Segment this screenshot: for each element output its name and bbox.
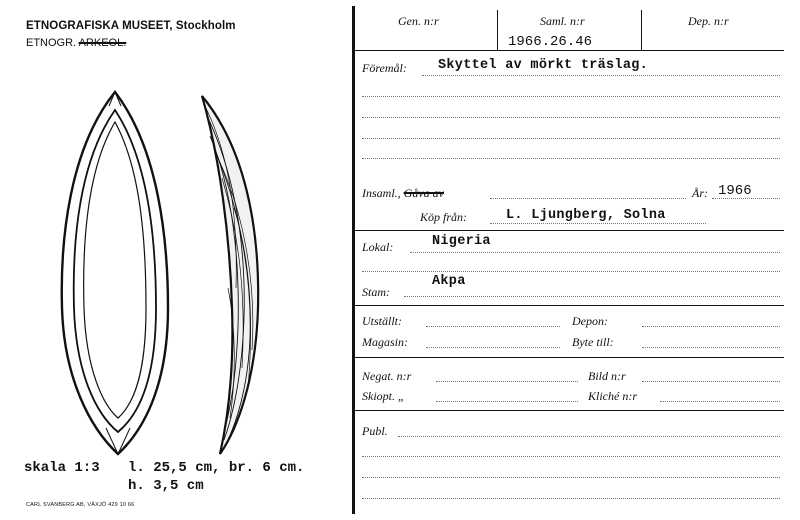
dep-number-label: Dep. n:r — [688, 14, 729, 28]
negative-number-label: Negat. n:r — [362, 369, 412, 383]
shuttle-side-view — [202, 96, 258, 454]
locality-value: Nigeria — [432, 234, 491, 249]
deposited-label: Depon: — [572, 314, 608, 328]
storage-label: Magasin: — [362, 335, 408, 349]
dimensions-line-2: h. 3,5 cm — [128, 478, 204, 494]
rule-after-header — [352, 50, 784, 51]
gen-number-label: Gen. n:r — [398, 14, 439, 28]
rule-after-origin — [352, 305, 784, 306]
printer-imprint: CARL SVANBERG AB, VÄXJÖ 429 10 66 — [26, 502, 135, 508]
slide-number-label: Skiopt. „ — [362, 389, 405, 403]
shuttle-drawing — [60, 88, 320, 468]
gift-from-struck: Gåva av — [403, 186, 444, 200]
object-value: Skyttel av mörkt träslag. — [438, 58, 649, 73]
header-divider-1 — [497, 10, 498, 50]
card-left-border — [352, 6, 355, 514]
year-label: År: — [692, 186, 708, 200]
exhibited-label: Utställt: — [362, 314, 403, 328]
saml-number-value: 1966.26.46 — [508, 34, 593, 50]
shuttle-top-view — [62, 92, 168, 454]
scale-label: skala 1:3 — [24, 460, 100, 476]
header-divider-2 — [641, 10, 642, 50]
publication-label: Publ. — [362, 424, 388, 438]
cliche-number-label: Kliché n:r — [588, 389, 637, 403]
bought-from-label: Köp från: — [420, 210, 468, 224]
dimensions-line-1: l. 25,5 cm, br. 6 cm. — [128, 460, 305, 476]
rule-after-negatives — [352, 410, 784, 411]
exchange-label: Byte till: — [572, 335, 614, 349]
collected-label-text: Insaml., — [362, 186, 401, 200]
department-struck: ARKEOL. — [78, 37, 127, 49]
rule-after-storage — [352, 357, 784, 358]
locality-label: Lokal: — [362, 240, 394, 254]
tribe-value: Akpa — [432, 274, 466, 289]
bought-from-value: L. Ljungberg, Solna — [506, 208, 666, 223]
department-prefix: ETNOGR. — [26, 37, 77, 49]
year-value: 1966 — [718, 183, 752, 199]
collected-label — [362, 186, 444, 201]
picture-number-label: Bild n:r — [588, 369, 626, 383]
object-label: Föremål: — [362, 61, 407, 75]
tribe-label: Stam: — [362, 285, 390, 299]
saml-number-label: Saml. n:r — [540, 14, 585, 28]
rule-after-acquisition — [352, 230, 784, 231]
department-line — [26, 37, 126, 49]
museum-name: ETNOGRAFISKA MUSEET, Stockholm — [26, 20, 236, 32]
